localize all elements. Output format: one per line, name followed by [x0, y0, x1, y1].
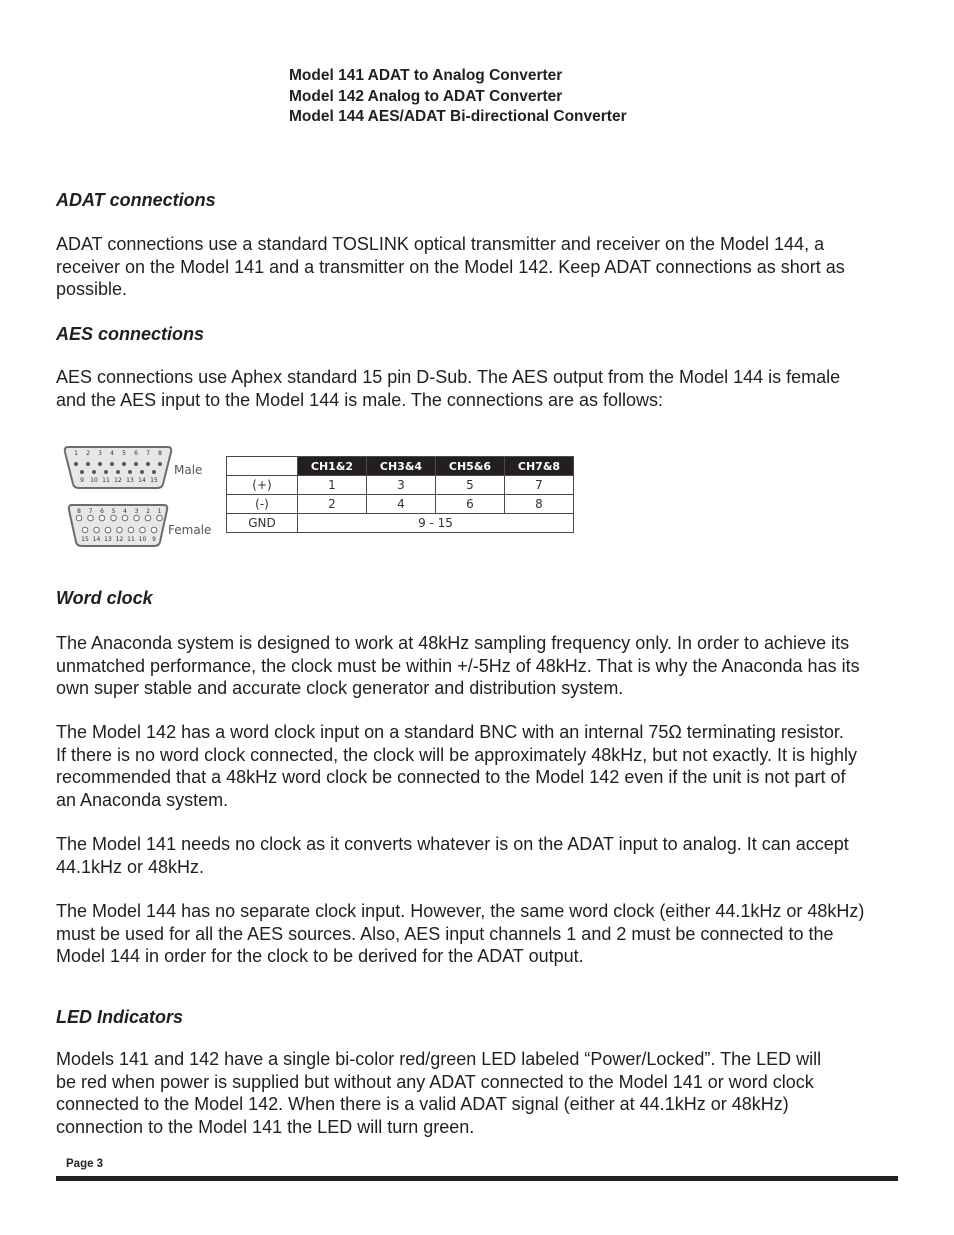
pin-dot: [140, 470, 144, 474]
pin-dot: [86, 462, 90, 466]
pin-number: 3: [134, 508, 139, 515]
text-line: Model 144 in order for the clock to be derived for the ADAT output.: [56, 946, 584, 966]
pin-dot: [122, 462, 126, 466]
row-label: (+): [227, 476, 298, 495]
pin-number: 2: [146, 508, 150, 515]
text-line: The Model 141 needs no clock as it converts whatever is on the ADAT input to analog. It can accept: [56, 834, 849, 854]
wordclock-heading: Word clock: [56, 588, 153, 608]
pin-number: 12: [114, 477, 122, 484]
pin-number: 5: [122, 450, 126, 457]
pin-dot: [152, 470, 156, 474]
text-line: receiver on the Model 141 and a transmitter on the Model 142. Keep ADAT connections as short as: [56, 256, 845, 277]
table-cell: 3: [367, 476, 436, 495]
header-line-1: Model 141 ADAT to Analog Converter: [289, 67, 563, 84]
text-line: 44.1kHz or 48kHz.: [56, 856, 205, 877]
wordclock-paragraph-2: [56, 721, 916, 811]
pin-dot: [116, 470, 120, 474]
pin-number: 11: [127, 536, 135, 543]
female-label: Female: [168, 523, 212, 537]
pin-number: 9: [80, 477, 84, 484]
text-line: own super stable and accurate clock generator and distribution system.: [56, 678, 624, 698]
pin-dot: [134, 515, 140, 521]
table-row: [227, 476, 574, 495]
pin-number: 8: [158, 450, 162, 457]
table-header-cell: CH5&6: [436, 457, 505, 476]
pin-dot: [157, 515, 163, 521]
pin-dot: [145, 515, 151, 521]
table-cell: 4: [367, 495, 436, 514]
pin-number: 15: [150, 477, 158, 484]
pin-dot: [117, 527, 123, 533]
pin-dot: [92, 470, 96, 474]
pin-number: 13: [104, 536, 112, 543]
pin-number: 6: [134, 450, 138, 457]
table-cell: 7: [505, 476, 574, 495]
pin-number: 7: [88, 508, 93, 515]
male-dsub-connector-icon: [62, 444, 174, 490]
aes-paragraph: [56, 366, 916, 411]
led-heading: LED Indicators: [56, 1007, 184, 1027]
table-cell: 9 - 15: [298, 514, 574, 533]
pin-dot: [151, 527, 157, 533]
pin-dot: [76, 515, 82, 521]
text-line: must be used for all the AES sources. Also, AES input channels 1 and 2 must be connected to the: [56, 923, 834, 944]
pin-number: 11: [102, 477, 110, 484]
pin-dot: [146, 462, 150, 466]
row-label: GND: [227, 514, 298, 533]
pin-dot: [98, 462, 102, 466]
table-cell: 2: [298, 495, 367, 514]
aes-heading: AES connections: [56, 324, 205, 344]
pin-number: 14: [92, 536, 101, 543]
text-line: Models 141 and 142 have a single bi-color red/green LED labeled “Power/Locked”. The LED will: [56, 1049, 822, 1069]
table-cell: 8: [505, 495, 574, 514]
pin-dot: [104, 470, 108, 474]
pin-number: 9: [152, 536, 156, 543]
led-paragraph: [56, 1048, 916, 1138]
footer-rule: [56, 1176, 898, 1181]
document-header: [289, 66, 627, 128]
pin-dot: [111, 515, 117, 521]
pin-dot: [88, 515, 94, 521]
text-line: ADAT connections use a standard TOSLINK optical transmitter and receiver on the Model 144, a: [56, 234, 825, 254]
wordclock-paragraph-4: [56, 900, 916, 968]
pin-dot: [140, 527, 146, 533]
wordclock-paragraph-1: [56, 632, 916, 700]
aes-pinout-table: [226, 456, 574, 533]
pin-number: 6: [100, 508, 104, 515]
pin-number: 3: [98, 450, 102, 457]
pin-dot: [82, 527, 88, 533]
pin-number: 8: [77, 508, 81, 515]
table-header-cell: CH3&4: [367, 457, 436, 476]
table-cell: 1: [298, 476, 367, 495]
text-line: If there is no word clock connected, the clock will be approximately 48kHz, but not exactly. It is highly: [56, 744, 858, 765]
pin-number: 4: [123, 508, 127, 515]
text-line: unmatched performance, the clock must be within +/-5Hz of 48kHz. That is why the Anaconda has its: [56, 655, 860, 676]
pin-number: 1: [157, 508, 162, 515]
pin-number: 12: [115, 536, 124, 543]
pin-number: 7: [146, 450, 150, 457]
text-line: possible.: [56, 279, 128, 299]
pin-dot: [128, 470, 132, 474]
pin-dot: [128, 527, 134, 533]
text-line: AES connections use Aphex standard 15 pin D-Sub. The AES output from the Model 144 is female: [56, 367, 841, 387]
pin-dot: [105, 527, 111, 533]
female-dsub-connector-icon: [66, 502, 170, 548]
pin-dot: [99, 515, 105, 521]
pin-number: 15: [81, 536, 89, 543]
pin-number: 14: [138, 477, 146, 484]
table-row: [227, 495, 574, 514]
table-row: [227, 514, 574, 533]
header-line-2: Model 142 Analog to ADAT Converter: [289, 87, 563, 105]
text-line: be red when power is supplied but without any ADAT connected to the Model 141 or word clock: [56, 1071, 814, 1092]
row-label: (-): [227, 495, 298, 514]
table-header-cell: CH1&2: [298, 457, 367, 476]
pin-number: 13: [126, 477, 134, 484]
header-line-3: Model 144 AES/ADAT Bi-directional Converter: [289, 108, 627, 125]
pin-dot: [94, 527, 100, 533]
text-line: and the AES input to the Model 144 is male. The connections are as follows:: [56, 389, 664, 410]
text-line: recommended that a 48kHz word clock be connected to the Model 142 even if the unit is not part of: [56, 767, 846, 787]
pin-number: 2: [86, 450, 90, 457]
text-line: an Anaconda system.: [56, 789, 229, 810]
table-cell: 6: [436, 495, 505, 514]
text-line: connection to the Model 141 the LED will turn green.: [56, 1116, 475, 1137]
wordclock-paragraph-3: [56, 833, 916, 878]
pin-dot: [122, 515, 128, 521]
table-corner-cell: [227, 457, 298, 476]
pin-number: 4: [110, 450, 114, 457]
pin-number: 1: [74, 450, 78, 457]
adat-heading: ADAT connections: [56, 190, 216, 210]
page-number: Page 3: [66, 1158, 104, 1170]
table-header-cell: CH7&8: [505, 457, 574, 476]
text-line: connected to the Model 142. When there is a valid ADAT signal (either at 44.1kHz or 48kHz): [56, 1094, 789, 1114]
pin-number: 10: [138, 536, 147, 543]
pin-number: 5: [111, 508, 116, 515]
pin-dot: [110, 462, 114, 466]
pin-dot: [158, 462, 162, 466]
table-cell: 5: [436, 476, 505, 495]
text-line: The Model 142 has a word clock input on a standard BNC with an internal 75Ω terminating resistor.: [56, 722, 844, 742]
text-line: The Anaconda system is designed to work at 48kHz sampling frequency only. In order to achieve its: [56, 633, 850, 653]
pin-dot: [80, 470, 84, 474]
table-header-row: [227, 457, 574, 476]
pin-number: 10: [90, 477, 98, 484]
text-line: The Model 144 has no separate clock input. However, the same word clock (either 44.1kHz or 48kHz): [56, 901, 865, 921]
adat-paragraph: [56, 233, 916, 301]
pin-dot: [134, 462, 138, 466]
pin-dot: [74, 462, 78, 466]
male-label: Male: [174, 463, 203, 477]
